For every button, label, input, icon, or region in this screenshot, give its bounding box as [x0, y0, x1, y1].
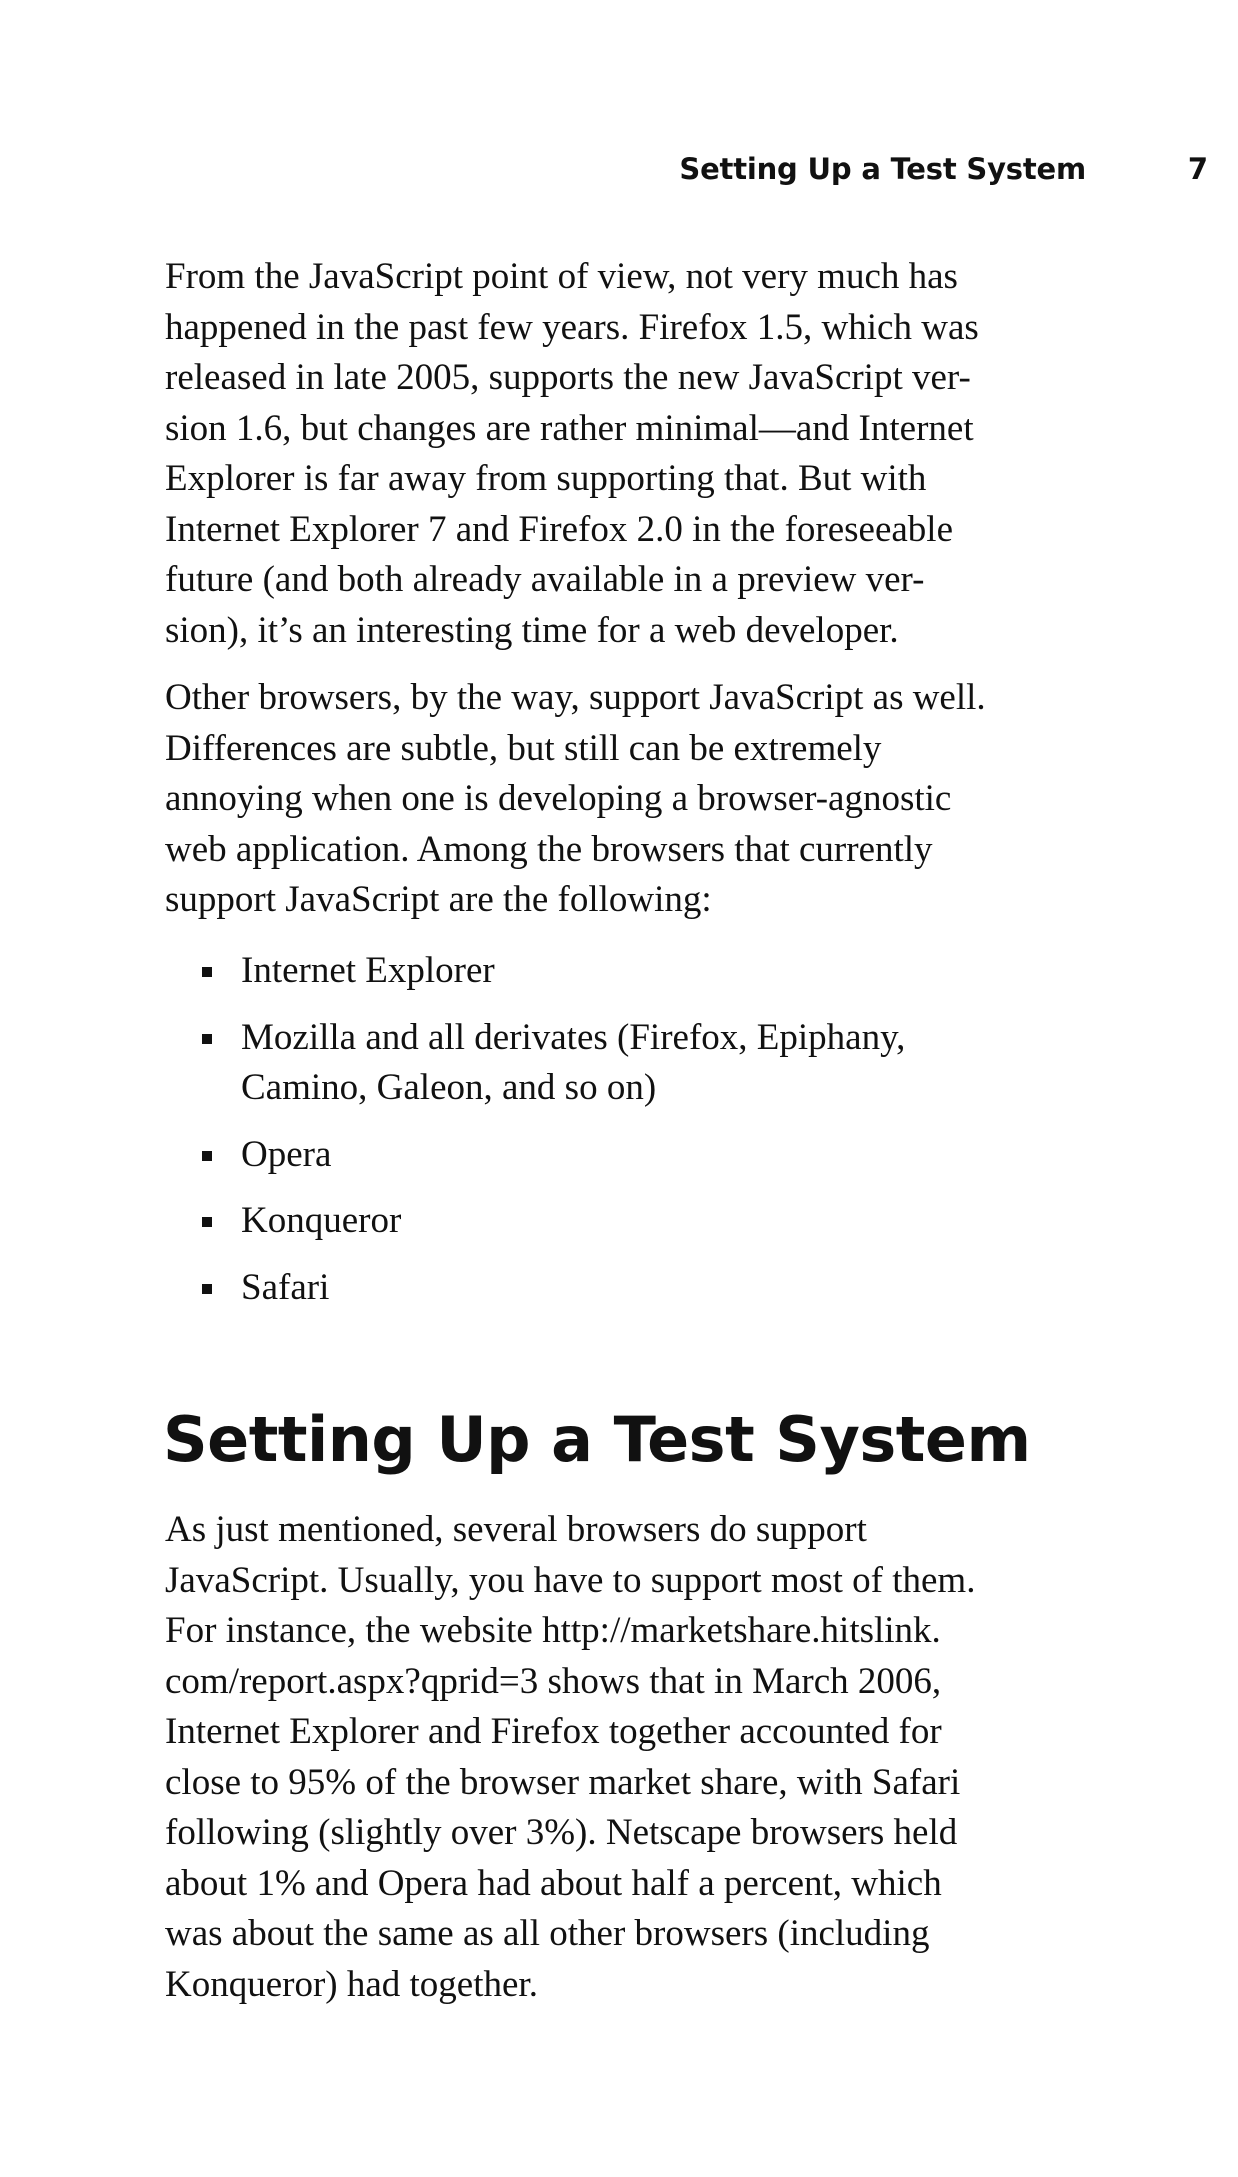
list-item-text: Internet Explorer — [241, 950, 495, 991]
list-item — [165, 1130, 1100, 1181]
text-line: web application. Among the browsers that currently — [165, 828, 933, 870]
text-line: support JavaScript are the following: — [165, 879, 712, 920]
text-line: happened in the past few years. Firefox 1.5, which was — [165, 306, 979, 348]
text-line: annoying when one is developing a browser-agnostic — [165, 778, 952, 819]
text-line: close to 95% of the browser market share, with Safari — [165, 1761, 961, 1803]
running-title: Setting Up a Test System — [679, 152, 1086, 186]
text-line: Explorer is far away from supporting that. But with — [165, 458, 927, 499]
text-line: about 1% and Opera had about half a percent, which — [165, 1862, 942, 1904]
text-line: sion 1.6, but changes are rather minimal—and Internet — [165, 407, 974, 449]
text-line: following (slightly over 3%). Netscape browsers held — [165, 1812, 958, 1853]
list-item — [165, 1263, 1100, 1314]
text-line: was about the same as all other browsers (including — [165, 1913, 930, 1954]
square-bullet-icon — [202, 1151, 212, 1161]
list-item — [165, 1196, 1100, 1247]
list-item-text: Mozilla and all derivates (Firefox, Epiphany, — [241, 1016, 906, 1058]
square-bullet-icon — [202, 1034, 212, 1044]
paragraph — [165, 673, 1100, 926]
text-line: Other browsers, by the way, support JavaScript as well. — [165, 677, 986, 718]
paragraph-test-system — [165, 1505, 1100, 2010]
text-line: com/report.aspx?qprid=3 shows that in March 2006, — [165, 1660, 942, 1702]
running-head — [0, 152, 1238, 192]
square-bullet-icon — [202, 1284, 212, 1294]
paragraph — [165, 252, 1100, 656]
paragraph — [165, 1505, 1100, 2010]
page-number: 7 — [1187, 152, 1208, 186]
text-line: sion), it’s an interesting time for a web developer. — [165, 609, 899, 651]
square-bullet-icon — [202, 967, 212, 977]
list-item-text: Opera — [241, 1133, 332, 1175]
square-bullet-icon — [202, 1217, 212, 1227]
text-line: future (and both already available in a preview ver- — [165, 559, 925, 600]
text-line: Differences are subtle, but still can be extremely — [165, 727, 882, 769]
text-line: From the JavaScript point of view, not very much has — [165, 256, 958, 297]
text-line: released in late 2005, supports the new JavaScript ver- — [165, 357, 971, 398]
text-line: For instance, the website http://marketshare.hitslink. — [165, 1610, 941, 1651]
text-line: Internet Explorer and Firefox together accounted for — [165, 1711, 942, 1752]
text-line: As just mentioned, several browsers do support — [165, 1509, 867, 1550]
text-line: Internet Explorer 7 and Firefox 2.0 in the foreseeable — [165, 508, 954, 550]
paragraph-javascript-history — [165, 252, 1100, 656]
section-heading: Setting Up a Test System — [163, 1403, 1031, 1476]
list-item — [165, 1013, 1100, 1114]
list-item-text: Camino, Galeon, and so on) — [241, 1067, 657, 1108]
text-line: JavaScript. Usually, you have to support most of them. — [165, 1559, 976, 1601]
paragraph-other-browsers — [165, 673, 1100, 926]
list-item-text: Safari — [241, 1266, 330, 1308]
browser-list — [165, 946, 1100, 1329]
list-item — [165, 946, 1100, 997]
text-line: Konqueror) had together. — [165, 1963, 538, 2005]
list-item-text: Konqueror — [241, 1200, 402, 1241]
